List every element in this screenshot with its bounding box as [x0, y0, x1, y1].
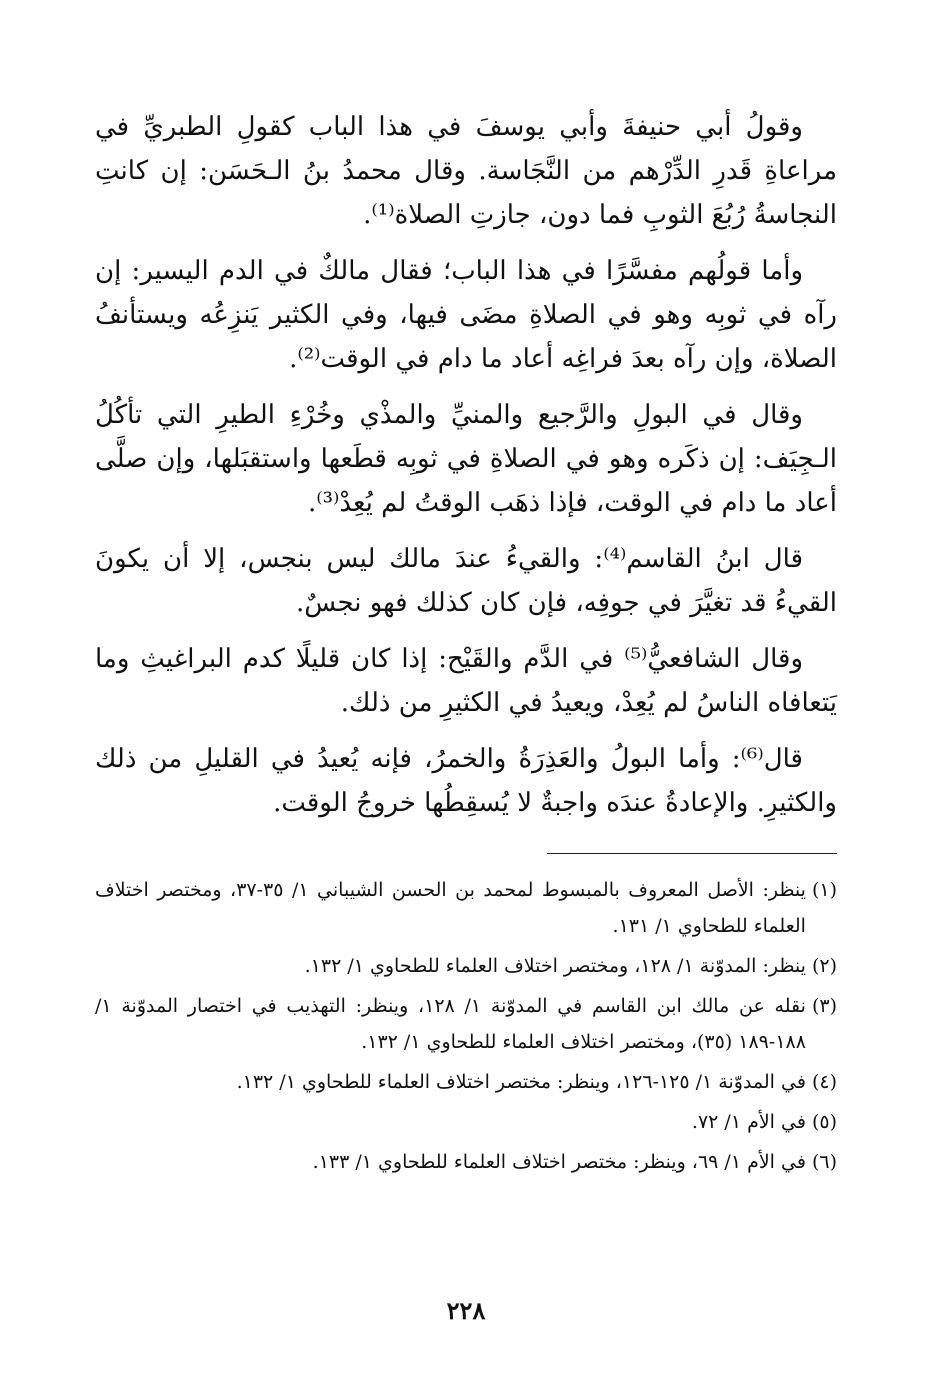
footnote-number: (٣) [811, 995, 837, 1017]
paragraph-6: قال⁽⁶⁾: وأما البولُ والعَذِرَةُ والخمرُ، فإنه يُعيدُ في القليلِ من ذلك والكثيرِ. والإعادةُ عندَه واجبةٌ لا يُسقِطُها خروجُ الوقت. [95, 744, 837, 818]
footnote-number: (٦) [811, 1151, 837, 1173]
paragraph-4: قال ابنُ القاسم⁽⁴⁾: والقيءُ عندَ مالك ليس بنجس، إلا أن يكونَ القيءُ قد تغيَّرَ في جوفِه، فإن كان كذلك فهو نجسٌ. [95, 544, 837, 618]
main-text [95, 105, 837, 825]
footnote [95, 872, 837, 944]
footnote-text: نقله عن مالك ابن القاسم في المدوّنة ١/ ١٢٨، وينظر: التهذيب في اختصار المدوّنة ١/ ١٨٨-١٨٩ (٣٥)، ومختصر اختلاف العلماء للطحاوي ١/ ١٣٢. [95, 995, 806, 1053]
paragraph-2: وأما قولُهم مفسَّرًا في هذا الباب؛ فقال مالكٌ في الدم اليسير: إن رآه في ثوبِه وهو في الصلاةِ مضَى فيها، وفي الكثير يَنزِعُه ويستأنفُ الصلاة، وإن رآه بعدَ فراغِه أعاد ما دام في الوقت⁽²⁾. [95, 256, 837, 374]
footnote [95, 988, 837, 1060]
footnote-text: في الأم ١/ ٦٩، وينظر: مختصر اختلاف العلماء للطحاوي ١/ ١٣٣. [312, 1151, 806, 1173]
paragraph-3: وقال في البولِ والرَّجيع والمنيِّ والمذْي وخُرْءِ الطيرِ التي تأكُلُ الـجِيَف: إن ذكَره وهو في الصلاةِ في ثوبِه قطَعها واستقبَلها، وإن صلَّى أعاد ما دام في الوقت، فإذا ذهَب الوقتُ لم يُعِدْ⁽³⁾. [95, 400, 837, 518]
footnote [95, 1104, 837, 1140]
footnote [95, 948, 837, 984]
paragraph-1: وقولُ أبي حنيفةَ وأبي يوسفَ في هذا الباب كقولِ الطبريِّ في مراعاةِ قَدرِ الدِّرْهم من النَّجَاسة. وقال محمدُ بنُ الـحَسَن: إن كانتِ النجاسةُ رُبُعَ الثوبِ فما دون، جازتِ الصلاة⁽¹⁾. [95, 112, 837, 230]
footnote [95, 1144, 837, 1180]
footnote-number: (٤) [811, 1071, 837, 1093]
footnote-separator [547, 853, 837, 854]
footnote-number: (٢) [811, 955, 837, 977]
footnote-text: ينظر: المدوّنة ١/ ١٢٨، ومختصر اختلاف العلماء للطحاوي ١/ ١٣٢. [304, 955, 806, 977]
footnote-text: في الأم ١/ ٧٢. [691, 1111, 806, 1133]
footnote [95, 1064, 837, 1100]
footnote-text: في المدوّنة ١/ ١٢٥-١٢٦، وينظر: مختصر اختلاف العلماء للطحاوي ١/ ١٣٢. [236, 1071, 806, 1093]
footnote-number: (٥) [811, 1111, 837, 1133]
page-number: ٢٢٨ [446, 1296, 486, 1325]
footnote-text: ينظر: الأصل المعروف بالمبسوط لمحمد بن الحسن الشيباني ١/ ٣٥-٣٧، ومختصر اختلاف العلماء للطحاوي ١/ ١٣١. [95, 879, 806, 937]
paragraph-5: وقال الشافعيُّ⁽⁵⁾ في الدَّم والقَيْح: إذا كان قليلًا كدم البراغيثِ وما يَتعافاه الناسُ لم يُعِدْ، ويعيدُ في الكثيرِ من ذلك. [95, 644, 837, 718]
footnote-number: (١) [811, 879, 837, 901]
footnotes [95, 872, 837, 1180]
